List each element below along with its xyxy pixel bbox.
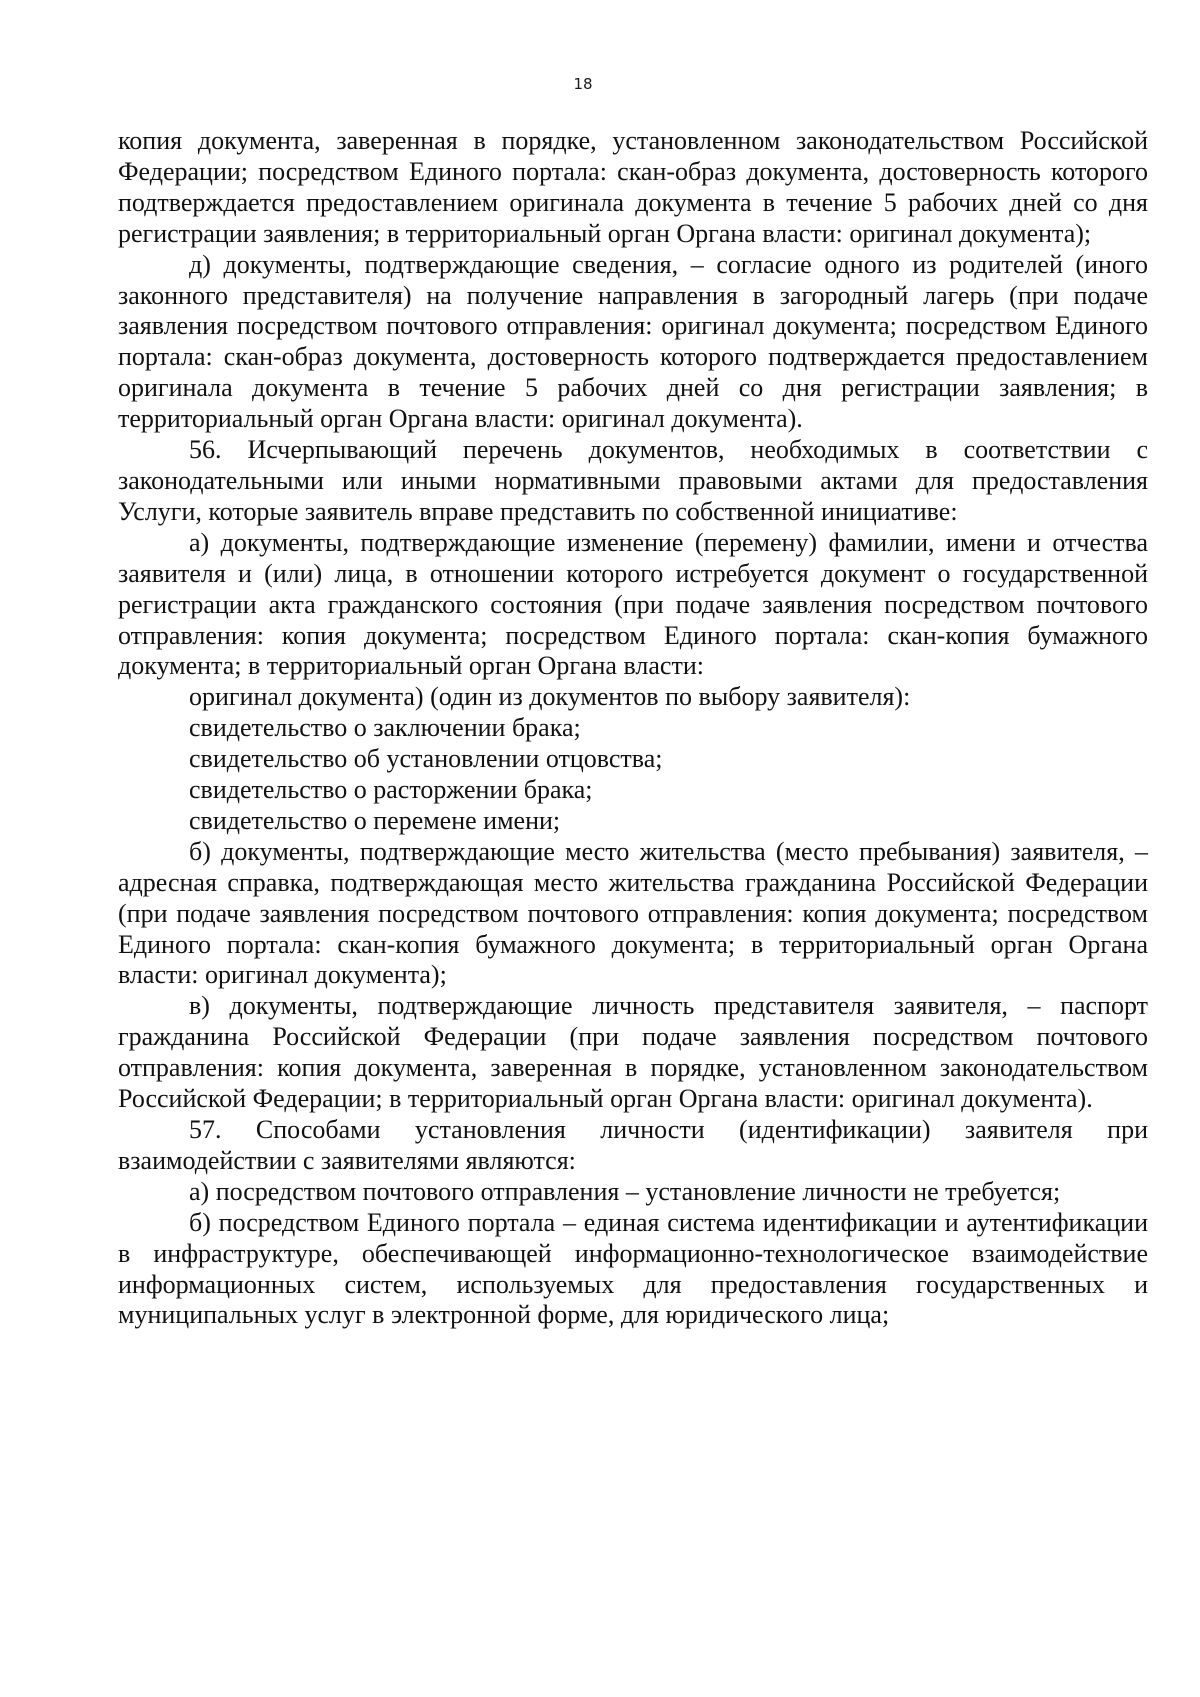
paragraph-57: 57. Способами установления личности (идентификации) заявителя при взаимодействии с заявителями являются: [118, 1115, 1148, 1175]
page-number: 18 [573, 75, 593, 93]
paragraph-continuation: копия документа, заверенная в порядке, установленном законодательством Российской Федерации; посредством Единого портала: скан-образ документа, достоверность которого подтверждается предоставлением оригинала документа в течение 5 рабочих дней со дня регистрации заявления; в территориальный орган Органа власти: оригинал документа); [118, 126, 1148, 248]
paragraph-56: 56. Исчерпывающий перечень документов, необходимых в соответствии с законодательными или иными нормативными правовыми актами для предоставления Услуги, которые заявитель вправе представить по собственной инициативе: [118, 435, 1148, 526]
paragraph-57-item-b: б) посредством Единого портала – единая система идентификации и аутентификации в инфраструктуре, обеспечивающей информационно-технологическое взаимодействие информационных систем, используемых для предоставления государственных и муниципальных услуг в электронной форме, для юридического лица; [118, 1207, 1148, 1330]
list-item: свидетельство об установлении отцовства; [189, 744, 663, 774]
list-intro: оригинал документа) (один из документов по выбору заявителя): [189, 682, 911, 712]
paragraph-56-item-b: б) документы, подтверждающие место жительства (место пребывания) заявителя, – адресная справка, подтверждающая место жительства гражданина Российской Федерации (при подаче заявления посредством почтового отправления: копия документа; посредством Единого портала: скан-копия бумажного документа; в территориальный орган Органа власти: оригинал документа); [118, 836, 1148, 990]
document-body [118, 126, 1148, 1331]
paragraph-56-item-v: в) документы, подтверждающие личность представителя заявителя, – паспорт гражданина Российской Федерации (при подаче заявления посредством почтового отправления: копия документа, заверенная в порядке, установленном законодательством Российской Федерации; в территориальный орган Органа власти: оригинал документа). [118, 991, 1148, 1114]
list-item: свидетельство о расторжении брака; [189, 775, 593, 805]
paragraph-57-item-a: а) посредством почтового отправления – установление личности не требуется; [189, 1176, 1061, 1206]
list-item: свидетельство о заключении брака; [189, 713, 581, 743]
paragraph-item-d: д) документы, подтверждающие сведения, – согласие одного из родителей (иного законного представителя) на получение направления в загородный лагерь (при подаче заявления посредством почтового отправления: оригинал документа; посредством Единого портала: скан-образ документа, достоверность которого подтверждается предоставлением оригинала документа в течение 5 рабочих дней со дня регистрации заявления; в территориальный орган Органа власти: оригинал документа). [118, 249, 1148, 434]
paragraph-56-item-a: а) документы, подтверждающие изменение (перемену) фамилии, имени и отчества заявителя и (или) лица, в отношении которого истребуется документ о государственной регистрации акта гражданского состояния (при подаче заявления посредством почтового отправления: копия документа; посредством Единого портала: скан-копия бумажного документа; в территориальный орган Органа власти: [118, 527, 1148, 681]
list-item: свидетельство о перемене имени; [189, 805, 561, 835]
